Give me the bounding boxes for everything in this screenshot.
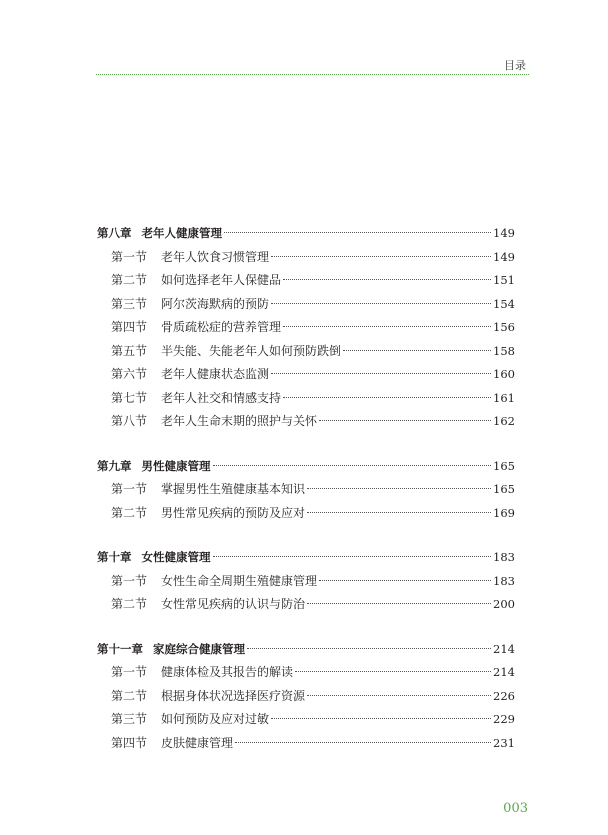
toc-chapter (97, 222, 515, 434)
section-page-number: 231 (493, 735, 515, 750)
section-title: 半失能、失能老年人如何预防跌倒 (161, 343, 342, 358)
section-number: 第七节 (111, 390, 148, 405)
chapter-page-number: 149 (493, 226, 515, 240)
chapter-entry[interactable] (97, 546, 515, 570)
table-of-contents (97, 222, 515, 776)
section-entry[interactable] (97, 502, 515, 526)
chapter-title: 男性健康管理 (141, 458, 211, 473)
section-title: 老年人生命末期的照护与关怀 (161, 414, 318, 428)
header-divider (96, 74, 529, 75)
dot-leader (224, 232, 491, 233)
section-entry[interactable] (97, 340, 515, 364)
page-number: 003 (503, 801, 528, 816)
section-page-number: 160 (493, 367, 515, 381)
section-entry[interactable] (97, 246, 515, 270)
dot-leader (235, 742, 491, 743)
section-title: 女性常见疾病的认识与防治 (161, 597, 306, 611)
dot-leader (247, 648, 491, 649)
dot-leader (295, 671, 491, 672)
section-number: 第六节 (111, 367, 148, 381)
section-page-number: 156 (493, 320, 515, 334)
dot-leader (271, 256, 491, 257)
section-title: 骨质疏松症的营养管理 (161, 320, 282, 334)
chapter-page-number: 165 (493, 458, 515, 473)
dot-leader (319, 420, 491, 421)
chapter-entry[interactable] (97, 638, 515, 662)
dot-leader (307, 695, 491, 696)
dot-leader (319, 580, 491, 581)
dot-leader (283, 397, 491, 398)
section-page-number: 149 (493, 249, 515, 264)
section-entry[interactable] (97, 685, 515, 709)
section-entry[interactable] (97, 661, 515, 685)
section-entry[interactable] (97, 593, 515, 617)
section-entry[interactable] (97, 410, 515, 434)
section-entry[interactable] (97, 732, 515, 756)
section-number: 第三节 (111, 712, 148, 726)
section-entry[interactable] (97, 269, 515, 293)
section-entry[interactable] (97, 316, 515, 340)
section-entry[interactable] (97, 570, 515, 594)
section-page-number: 200 (493, 597, 515, 611)
section-title: 如何选择老年人保健品 (161, 273, 282, 287)
section-page-number: 229 (493, 712, 515, 726)
dot-leader (213, 556, 492, 557)
chapter-entry[interactable] (97, 222, 515, 246)
toc-chapter (97, 546, 515, 617)
dot-leader (271, 303, 491, 304)
chapter-title: 女性健康管理 (141, 550, 211, 564)
section-title: 老年人社交和情感支持 (161, 390, 282, 405)
chapter-number: 第九章 (97, 458, 132, 473)
section-page-number: 161 (493, 390, 515, 405)
chapter-page-number: 214 (493, 641, 515, 656)
dot-leader (343, 350, 491, 351)
header-section-label: 目录 (504, 59, 526, 72)
section-page-number: 169 (493, 505, 515, 520)
section-title: 老年人健康状态监测 (161, 367, 270, 381)
chapter-number: 第十章 (97, 550, 132, 564)
section-page-number: 162 (493, 414, 515, 428)
section-title: 掌握男性生殖健康基本知识 (161, 482, 306, 496)
section-entry[interactable] (97, 708, 515, 732)
section-page-number: 158 (493, 343, 515, 358)
dot-leader (271, 373, 491, 374)
section-number: 第一节 (111, 573, 148, 588)
section-title: 男性常见疾病的预防及应对 (161, 505, 306, 520)
section-page-number: 226 (493, 688, 515, 703)
section-page-number: 151 (493, 273, 515, 287)
chapter-page-number: 183 (493, 550, 515, 564)
section-number: 第二节 (111, 688, 148, 703)
chapter-number: 第八章 (97, 226, 132, 240)
section-title: 老年人饮食习惯管理 (161, 249, 270, 264)
dot-leader (307, 488, 491, 489)
section-entry[interactable] (97, 478, 515, 502)
section-title: 皮肤健康管理 (161, 735, 234, 750)
section-title: 根据身体状况选择医疗资源 (161, 688, 306, 703)
section-title: 健康体检及其报告的解读 (161, 665, 294, 679)
section-number: 第三节 (111, 296, 148, 311)
dot-leader (307, 603, 491, 604)
section-entry[interactable] (97, 363, 515, 387)
section-number: 第二节 (111, 597, 148, 611)
section-title: 如何预防及应对过敏 (161, 712, 270, 726)
toc-chapter (97, 455, 515, 526)
section-page-number: 165 (493, 482, 515, 496)
section-number: 第八节 (111, 414, 148, 428)
section-page-number: 183 (493, 573, 515, 588)
section-number: 第二节 (111, 505, 148, 520)
toc-chapter (97, 638, 515, 756)
section-number: 第五节 (111, 343, 148, 358)
chapter-number: 第十一章 (97, 641, 143, 656)
section-entry[interactable] (97, 293, 515, 317)
section-number: 第一节 (111, 665, 148, 679)
dot-leader (271, 718, 491, 719)
section-title: 女性生命全周期生殖健康管理 (161, 573, 318, 588)
section-number: 第一节 (111, 249, 148, 264)
section-number: 第二节 (111, 273, 148, 287)
section-number: 第四节 (111, 735, 148, 750)
section-entry[interactable] (97, 387, 515, 411)
section-number: 第一节 (111, 482, 148, 496)
dot-leader (283, 279, 491, 280)
dot-leader (307, 512, 491, 513)
section-title: 阿尔茨海默病的预防 (161, 296, 270, 311)
section-number: 第四节 (111, 320, 148, 334)
dot-leader (283, 326, 491, 327)
section-page-number: 154 (493, 296, 515, 311)
chapter-entry[interactable] (97, 455, 515, 479)
section-page-number: 214 (493, 665, 515, 679)
chapter-title: 家庭综合健康管理 (153, 641, 245, 656)
chapter-title: 老年人健康管理 (141, 226, 222, 240)
dot-leader (213, 465, 492, 466)
